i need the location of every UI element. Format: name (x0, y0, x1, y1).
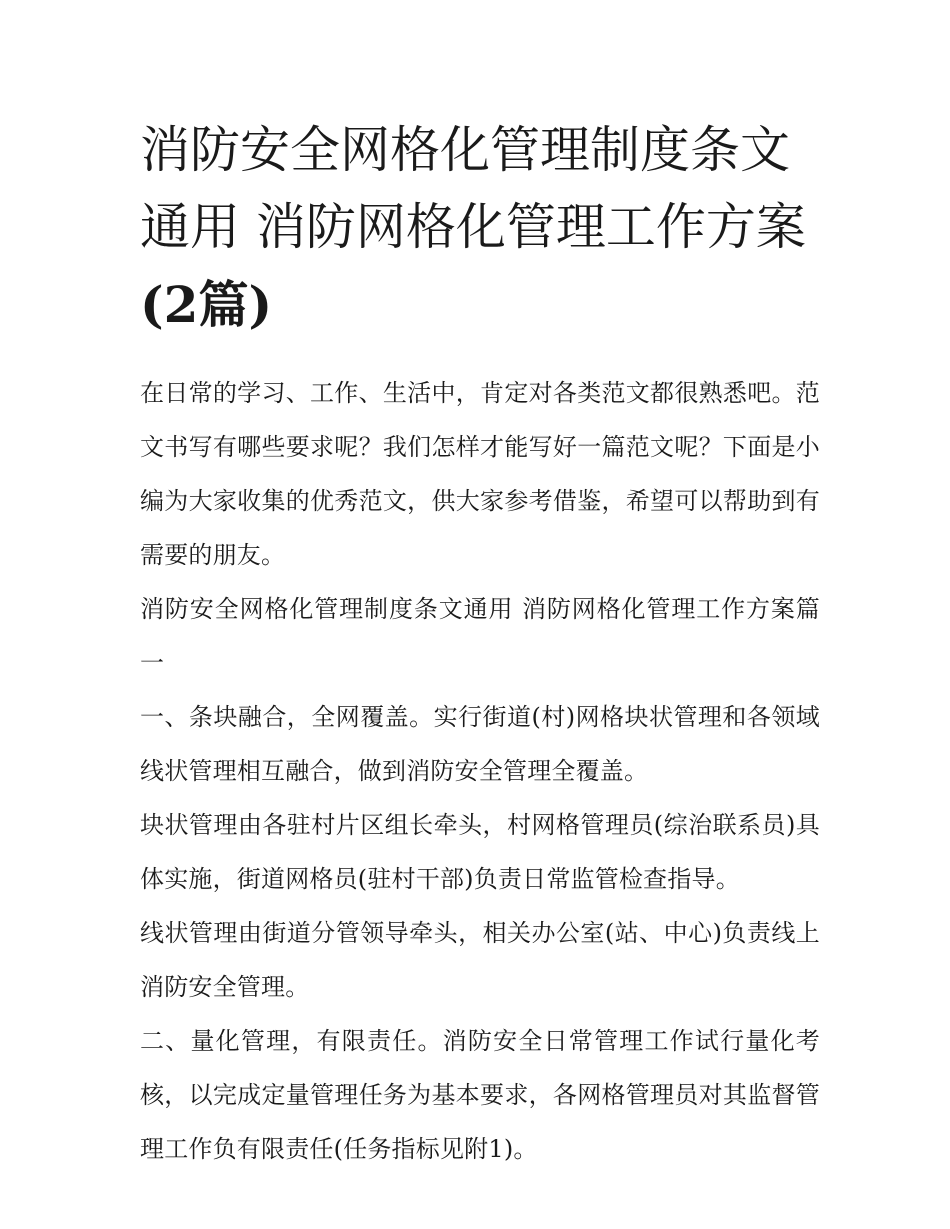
body-paragraph: 二、量化管理，有限责任。消防安全日常管理工作试行量化考核，以完成定量管理任务为基本要求，各网格管理员对其监督管理工作负有限责任(任务指标见附1)。 (140, 1027, 820, 1163)
document-title (140, 112, 820, 344)
body-paragraph: 块状管理由各驻村片区组长牵头，村网格管理员(综治联系员)具体实施，街道网格员(驻村干部)负责日常监管检查指导。 (140, 811, 820, 893)
section-heading: 消防安全网格化管理制度条文通用 消防网格化管理工作方案篇一 (140, 595, 820, 677)
body-paragraph: 线状管理由街道分管领导牵头，相关办公室(站、中心)负责线上消防安全管理。 (140, 919, 820, 1001)
title-suffix: (2篇) (140, 275, 273, 334)
intro-paragraph: 在日常的学习、工作、生活中，肯定对各类范文都很熟悉吧。范文书写有哪些要求呢？我们怎样才能写好一篇范文呢？下面是小编为大家收集的优秀范文，供大家参考借鉴，希望可以帮助到有需要的朋友。 (140, 379, 820, 569)
title-main: 消防安全网格化管理制度条文通用 消防网格化管理工作方案 (140, 121, 806, 256)
document-body (140, 112, 820, 1176)
body-paragraph: 一、条块融合，全网覆盖。实行街道(村)网格块状管理和各领域线状管理相互融合，做到消防安全管理全覆盖。 (140, 703, 820, 785)
